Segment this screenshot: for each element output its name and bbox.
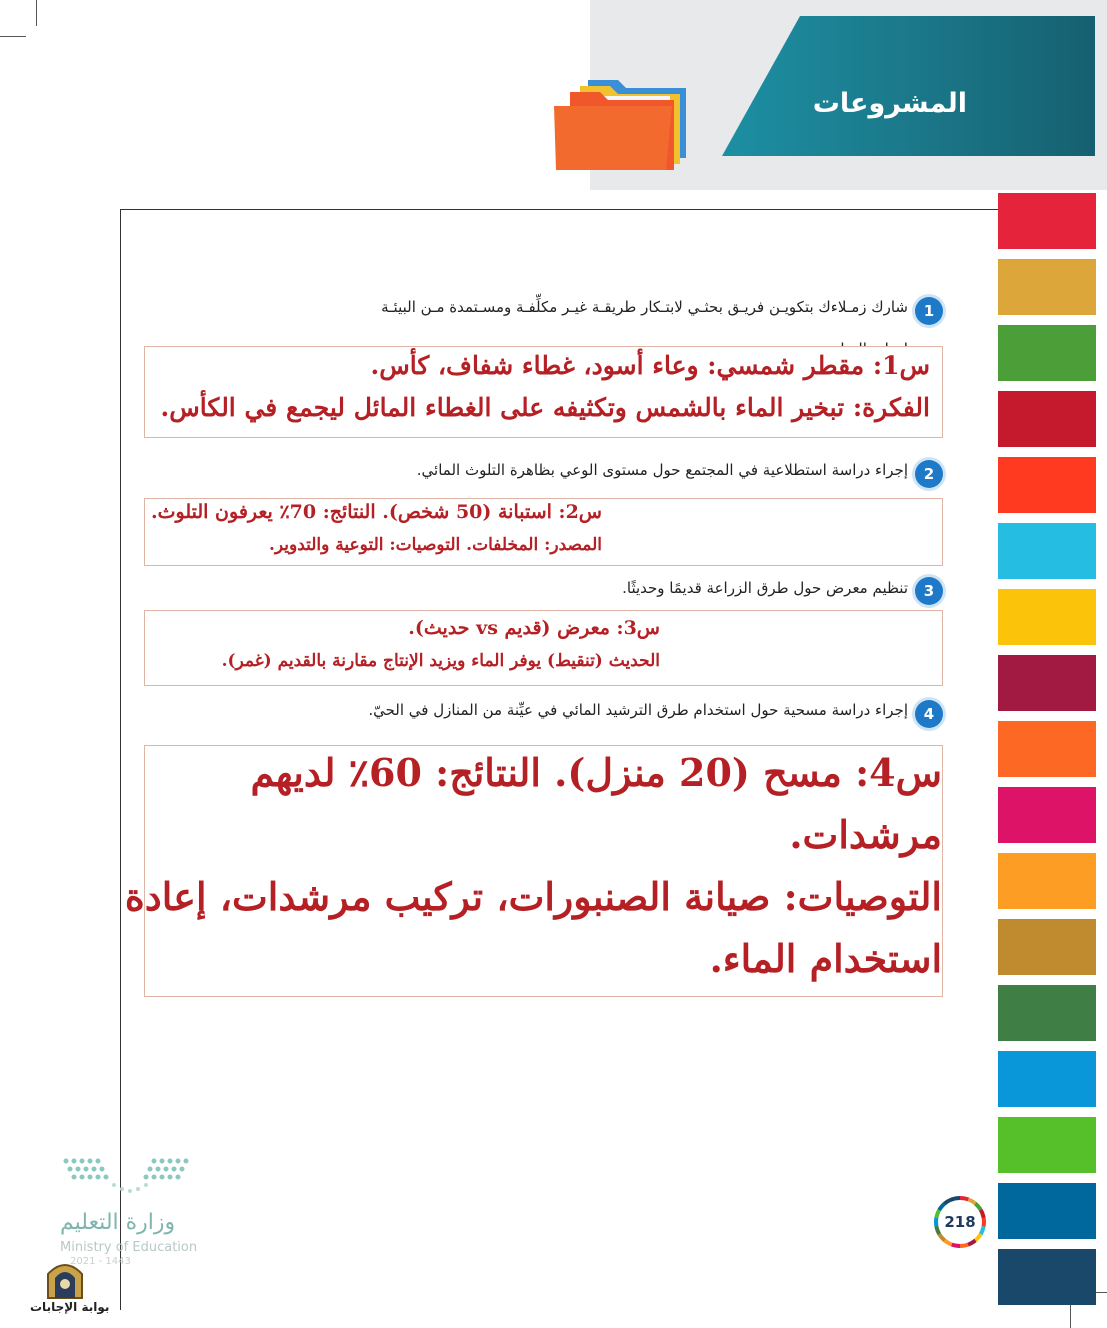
answer-line: مرشدات. (789, 812, 942, 857)
question-number: 4 (915, 700, 943, 728)
question-text: تنظيم معرض حول طرق الزراعة قديمًا وحديثًا. (622, 579, 908, 597)
edition-year: 2021 - 1443 (70, 1256, 131, 1267)
question-number: 1 (915, 297, 943, 325)
color-tab (998, 919, 1096, 975)
answer-line: س1: مقطر شمسي: وعاء أسود، غطاء شفاف، كأس. (370, 351, 930, 380)
color-tab (998, 325, 1096, 381)
answer-line: المصدر: المخلفات. التوصيات: التوعية والتدوير. (268, 535, 602, 555)
color-tab (998, 193, 1096, 249)
crop-mark (36, 0, 37, 26)
page-number: 218 (938, 1200, 982, 1244)
page-title: المشروعات (812, 88, 967, 119)
color-tab (998, 259, 1096, 315)
color-tab (998, 391, 1096, 447)
answer-line: الحديث (تنقيط) يوفر الماء ويزيد الإنتاج مقارنة بالقديم (غمر). (221, 651, 660, 671)
ministry-logo-icon (60, 1155, 200, 1199)
answer-line: س4: مسح (20 منزل). النتائج: 60٪ لديهم (250, 750, 942, 795)
color-tab (998, 787, 1096, 843)
folder-icon (550, 70, 690, 174)
crop-mark (0, 36, 26, 37)
answers-gate-label: بوابة الإجابات (30, 1300, 110, 1314)
crop-mark (1070, 1302, 1071, 1328)
question-text: شارك زمـلاءك بتكويـن فريـق بحثـي لابتـكار طريقـة غيـر مكلِّفـة ومسـتمدة مـن البيئـة (381, 298, 908, 316)
answers-gate-logo-icon (44, 1256, 86, 1300)
color-tab (998, 721, 1096, 777)
color-tab (998, 985, 1096, 1041)
color-tab (998, 1249, 1096, 1305)
color-tab (998, 1051, 1096, 1107)
color-tab (998, 655, 1096, 711)
answer-line: س3: معرض (قديم vs حديث). (408, 617, 660, 639)
ministry-name-arabic: وزارة التعليم (60, 1210, 176, 1235)
answer-box (144, 346, 943, 438)
answer-line: س2: استبانة (50 شخص). النتائج: 70٪ يعرفون التلوث. (151, 501, 602, 523)
color-tab (998, 523, 1096, 579)
color-tab (998, 457, 1096, 513)
color-tab (998, 853, 1096, 909)
color-tab (998, 1183, 1096, 1239)
ministry-name-english: Ministry of Education (60, 1240, 198, 1255)
answer-box (124, 745, 943, 997)
answer-line: استخدام الماء. (709, 936, 942, 981)
answer-line: الفكرة: تبخير الماء بالشمس وتكثيفه على الغطاء المائل ليجمع في الكأس. (160, 393, 930, 422)
question-number: 2 (915, 460, 943, 488)
page-number-badge (934, 1196, 986, 1248)
color-tab (998, 1117, 1096, 1173)
answer-line: التوصيات: صيانة الصنبورات، تركيب مرشدات، إعادة (124, 874, 942, 919)
question-text: إجراء دراسة استطلاعية في المجتمع حول مستوى الوعي بظاهرة التلوث المائي. (416, 461, 908, 479)
color-tab (998, 589, 1096, 645)
answer-box (144, 498, 943, 566)
answer-box (144, 610, 943, 686)
question-text: إجراء دراسة مسحية حول استخدام طرق الترشيد المائي في عيِّنة من المنازل في الحيّ. (368, 701, 908, 719)
question-number: 3 (915, 577, 943, 605)
